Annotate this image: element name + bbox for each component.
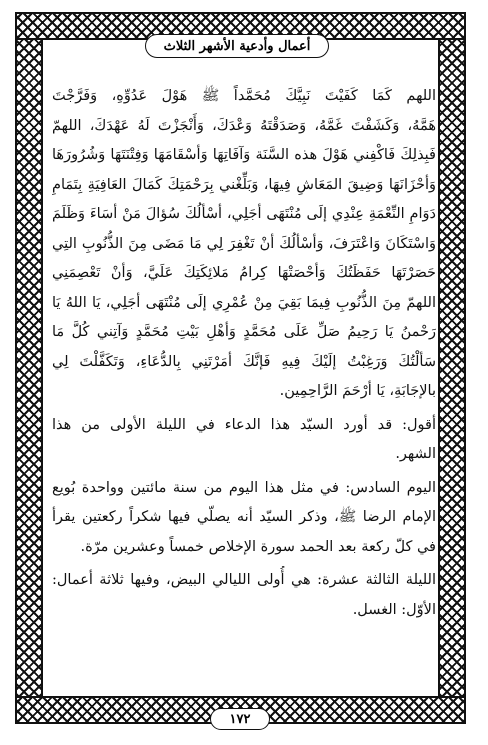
border-pattern-left xyxy=(17,40,43,696)
text-line: وَأحْزَانَهَا وَضِيقَ المَعَاشِ فِيهَا، وَبَلِّغْني بِرَحْمَتِكَ كَمَالَ العَافِيَةِ بِتَمَامِ xyxy=(52,176,436,193)
page-number-badge xyxy=(210,708,270,730)
text-line: الليلة الثالثة عشرة: هي أُولى الليالي البيض، وفيها ثلاثة أعمال: xyxy=(52,572,436,588)
text-line: فَبِذلِكَ فَاكْفِني هَوْلَ هذه السَّنَة وَآفَاتِهَا وَأسْقَامَهَا وَفِتْنَتَهَا وَشُرُورَهَا xyxy=(52,147,436,163)
thirteenth-night-paragraph xyxy=(52,566,436,625)
border-pattern-right xyxy=(438,40,464,696)
text-line: في كلّ ركعة بعد الحمد سورة الإخلاص خمساً وعشرين مرّة. xyxy=(80,538,436,555)
running-header-title: أعمال وأدعية الأشهر الثلاث xyxy=(163,38,311,54)
page-number: ١٧٢ xyxy=(229,711,251,727)
text-line: بالإجَابَةِ، يَا أرْحَمَ الرَّاحِمِين. xyxy=(279,383,436,399)
text-line: الشهر. xyxy=(395,446,436,462)
text-line: اللهم كَمَا كَفَيْتَ نَبِيَّكَ مُحَمَّداً ﷺ هَوْلَ عَدُوِّهِ، وَفَرَّجْتَ xyxy=(52,88,436,104)
text-line: رَحْمنُ يَا رَحِيمُ صَلِّ عَلَى مُحَمَّدٍ وَأهْلِ بَيْتِ مُحَمَّدٍ وَآتِني كُلَّ مَا xyxy=(52,324,436,340)
text-line: دَوَامِ النِّعْمَةِ عِنْدِي إلَى مُنْتَهَى أجَلِي، أسْألُكَ سُؤالَ مَنْ أسَاءَ وَظَلَمَ xyxy=(52,206,436,222)
text-line: أقول: قد أورد السيّد هذا الدعاء في الليلة الأولى من هذا xyxy=(52,416,436,433)
sixth-day-paragraph xyxy=(52,474,436,563)
supplication-paragraph xyxy=(52,82,436,407)
page-body xyxy=(52,82,436,625)
text-line: هَمَّهُ، وَكَشَفْتَ غَمَّهُ، وَصَدَقْتَهُ وَعْدَكَ، وَأَنْجَزْتَ لَهُ عَهْدَكَ، اللهمّ xyxy=(52,117,436,134)
text-line: الإمام الرضا ﷺ، وذكر السيّد أنه يصلّي فيها شكراً ركعتين يقرأ xyxy=(52,509,436,525)
text-line: الأوّل: الغسل. xyxy=(352,601,436,618)
commentary-paragraph xyxy=(52,411,436,470)
text-line: وَاسْتَكَانَ وَاعْتَرَفَ، وَأسْألُكَ أنْ تَغْفِرَ لِي مَا مَضَى مِنَ الذُّنُوبِ التِي xyxy=(52,235,436,252)
running-header xyxy=(145,34,329,58)
text-line: اليوم السادس: في مثل هذا اليوم من سنة مائتين وواحدة بُويع xyxy=(52,479,436,496)
text-line: حَصَرْتَهَا حَفَظَتُكَ وَأحْصَتْهَا كِرامُ مَلائِكَتِكَ عَلَيَّ، وَأنْ تَعْصِمَنِي xyxy=(52,265,436,281)
text-line: اللهمّ مِنَ الذُّنُوبِ فِيمَا بَقِيَ مِنْ عُمْرِي إلَى مُنْتَهَى أجَلِي، يَا اللهُ يَا xyxy=(52,294,436,311)
text-line: سَألْتُكَ وَرَغِبْتُ إلَيْكَ فِيهِ فَإنَّكَ أمَرْتَنِي بِالدُّعَاءِ، وَتَكَفَّلْتَ لِي xyxy=(52,353,436,370)
